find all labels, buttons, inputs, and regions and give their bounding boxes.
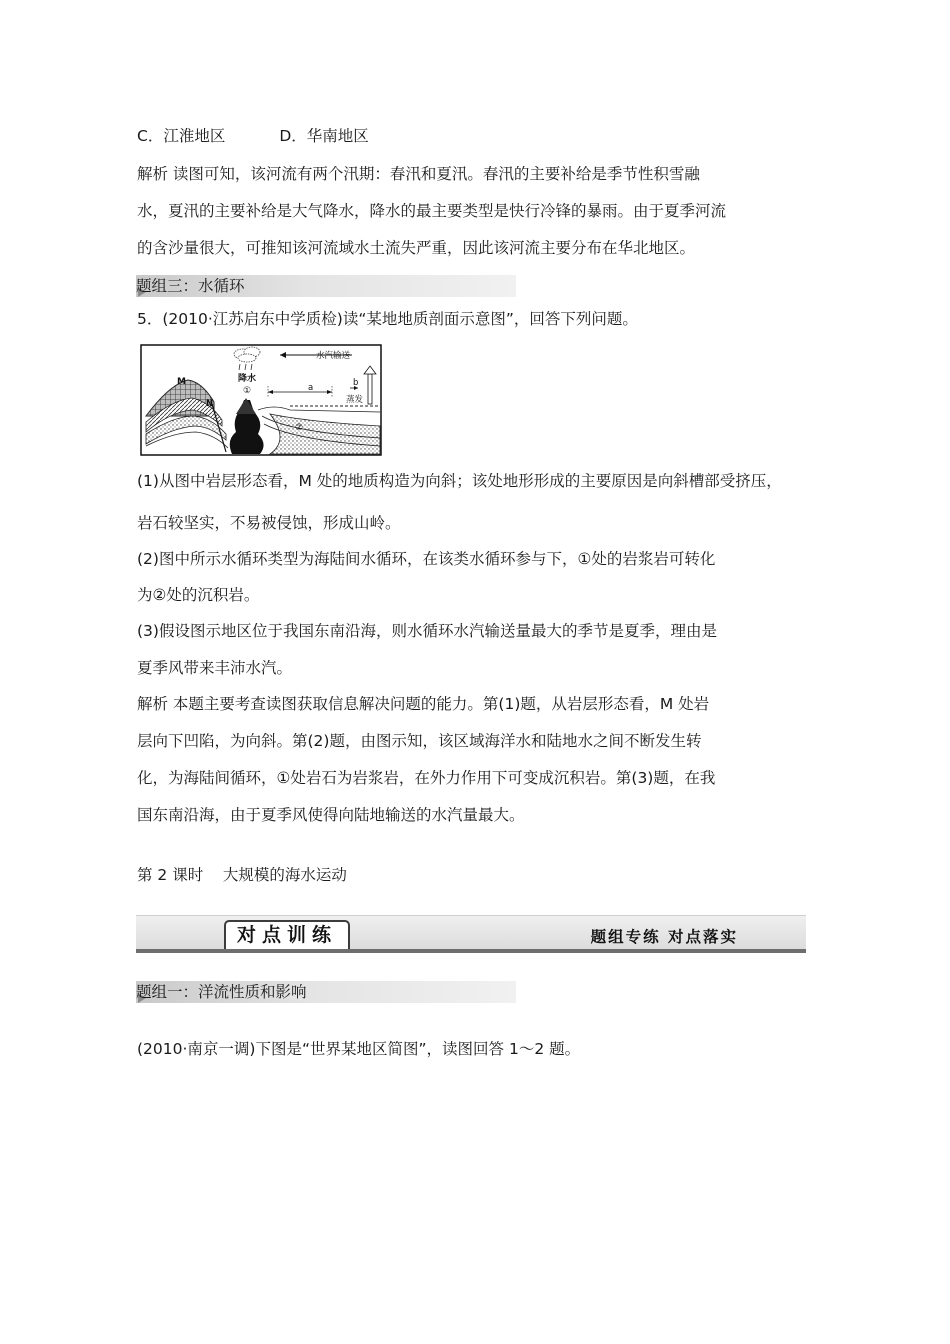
answer-line: (2)图中所示水循环类型为海陆间水循环，在该类水循环参与下，①处的岩浆岩可转化 — [137, 550, 716, 568]
group-header-bar — [136, 275, 516, 297]
label-a: a — [308, 383, 314, 393]
answer-line: (3)假设图示地区位于我国东南沿海，则水循环水汽输送量最大的季节是夏季，理由是 — [137, 622, 717, 640]
label-m: M — [177, 377, 186, 387]
answer-line: 为②处的沉积岩。 — [137, 586, 260, 604]
label-precip: 降水 — [238, 374, 257, 384]
geologic-section-figure — [140, 344, 382, 456]
analysis-line: 的含沙量很大，可推知该河流域水土流失严重，因此该河流主要分布在华北地区。 — [137, 239, 696, 257]
analysis-line: 化，为海陆间循环，①处岩石为岩浆岩，在外力作用下可变成沉积岩。第(3)题，在我 — [137, 769, 716, 787]
banner-underline — [136, 949, 806, 953]
option-d: D．华南地区 — [279, 127, 369, 145]
section-banner — [136, 915, 806, 955]
question-stem: 5．(2010·江苏启东中学质检)读“某地地质剖面示意图”，回答下列问题。 — [137, 310, 638, 328]
option-c: C．江淮地区 — [137, 127, 226, 145]
lesson-title: 第 2 课时 大规模的海水运动 — [137, 866, 347, 884]
label-n: N — [206, 399, 214, 409]
banner-tab: 对点训练 — [224, 920, 350, 949]
banner-right-text: 题组专练 对点落实 — [590, 928, 738, 946]
analysis-line: 水，夏汛的主要补给是大气降水，降水的最主要类型是快行冷锋的暴雨。由于夏季河流 — [137, 202, 727, 220]
label-circle2: ② — [295, 423, 304, 433]
answer-line: 岩石较坚实，不易被侵蚀，形成山岭。 — [137, 514, 401, 532]
label-circle1: ① — [243, 386, 252, 396]
group-header-label: 题组三：水循环 — [136, 277, 245, 295]
label-vapor: 水汽输送 — [316, 351, 351, 361]
analysis-line: 解析 本题主要考查读图获取信息解决问题的能力。第(1)题，从岩层形态看，M 处岩 — [137, 695, 710, 713]
analysis-line: 解析 读图可知，该河流有两个汛期：春汛和夏汛。春汛的主要补给是季节性积雪融 — [137, 165, 700, 183]
question-stem: (2010·南京一调)下图是“世界某地区简图”，读图回答 1～2 题。 — [137, 1040, 581, 1058]
label-b: b — [353, 378, 359, 388]
label-evap: 蒸发 — [346, 395, 364, 405]
answer-options — [137, 126, 369, 146]
analysis-line: 层向下凹陷，为向斜。第(2)题，由图示知，该区域海洋水和陆地水之间不断发生转 — [137, 732, 702, 750]
analysis-line: 国东南沿海，由于夏季风使得向陆地输送的水汽量最大。 — [137, 806, 525, 824]
answer-line: 夏季风带来丰沛水汽。 — [137, 659, 293, 677]
group-header-label: 题组一：洋流性质和影响 — [136, 983, 307, 1001]
group-header-bar — [136, 981, 516, 1003]
answer-line: (1)从图中岩层形态看，M 处的地质构造为向斜；该处地形形成的主要原因是向斜槽部受挤压， — [137, 472, 782, 490]
